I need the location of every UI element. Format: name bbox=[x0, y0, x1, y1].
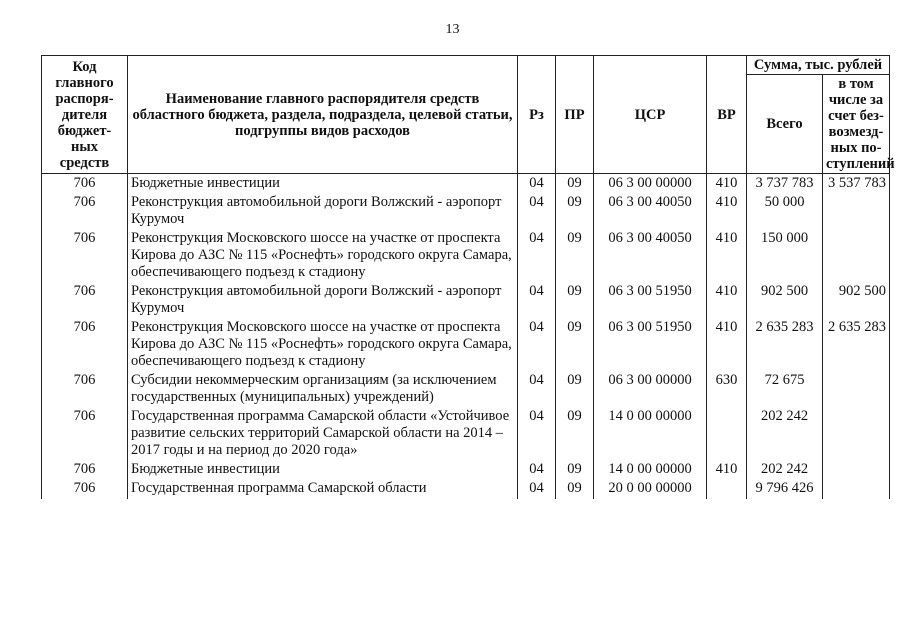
cell-rz: 04 bbox=[518, 283, 556, 319]
cell-code: 706 bbox=[42, 480, 128, 499]
cell-vr: 410 bbox=[707, 194, 747, 230]
cell-rz: 04 bbox=[518, 372, 556, 408]
cell-total: 2 635 283 bbox=[747, 319, 823, 372]
cell-csr: 06 3 00 40050 bbox=[594, 230, 707, 283]
cell-extra bbox=[823, 230, 890, 283]
cell-csr: 06 3 00 00000 bbox=[594, 174, 707, 195]
header-rz: Рз bbox=[518, 56, 556, 174]
cell-pr: 09 bbox=[556, 480, 594, 499]
cell-code: 706 bbox=[42, 408, 128, 461]
cell-pr: 09 bbox=[556, 408, 594, 461]
cell-rz: 04 bbox=[518, 174, 556, 195]
cell-vr: 410 bbox=[707, 230, 747, 283]
header-name: Наименование главного распорядителя средств областного бюджета, раздела, подраздела, целевой статьи, подгруппы видов расходов bbox=[128, 56, 518, 174]
cell-rz: 04 bbox=[518, 230, 556, 283]
header-extra: в том числе за счет без-возмезд-ных по-ступлений bbox=[823, 75, 890, 174]
cell-total: 202 242 bbox=[747, 408, 823, 461]
cell-vr bbox=[707, 480, 747, 499]
header-vr: ВР bbox=[707, 56, 747, 174]
cell-csr: 20 0 00 00000 bbox=[594, 480, 707, 499]
header-pr: ПР bbox=[556, 56, 594, 174]
cell-code: 706 bbox=[42, 372, 128, 408]
cell-total: 150 000 bbox=[747, 230, 823, 283]
cell-name: Государственная программа Самарской области «Устойчивое развитие сельских территорий Самарской области на 2014 – 2017 годы и на период до 2020 года» bbox=[128, 408, 518, 461]
cell-name: Бюджетные инвестиции bbox=[128, 461, 518, 480]
table-row bbox=[42, 372, 890, 408]
cell-code: 706 bbox=[42, 230, 128, 283]
cell-total: 3 737 783 bbox=[747, 174, 823, 195]
cell-total: 72 675 bbox=[747, 372, 823, 408]
cell-extra: 2 635 283 bbox=[823, 319, 890, 372]
cell-vr: 410 bbox=[707, 319, 747, 372]
header-total: Всего bbox=[747, 75, 823, 174]
cell-vr: 410 bbox=[707, 461, 747, 480]
table-row bbox=[42, 461, 890, 480]
cell-csr: 14 0 00 00000 bbox=[594, 461, 707, 480]
cell-total: 9 796 426 bbox=[747, 480, 823, 499]
cell-pr: 09 bbox=[556, 283, 594, 319]
cell-name: Бюджетные инвестиции bbox=[128, 174, 518, 195]
cell-pr: 09 bbox=[556, 230, 594, 283]
cell-code: 706 bbox=[42, 319, 128, 372]
cell-pr: 09 bbox=[556, 174, 594, 195]
cell-csr: 14 0 00 00000 bbox=[594, 408, 707, 461]
cell-name: Государственная программа Самарской области bbox=[128, 480, 518, 499]
table-row bbox=[42, 174, 890, 195]
table-row bbox=[42, 319, 890, 372]
cell-pr: 09 bbox=[556, 372, 594, 408]
cell-extra bbox=[823, 194, 890, 230]
cell-rz: 04 bbox=[518, 461, 556, 480]
cell-total: 202 242 bbox=[747, 461, 823, 480]
cell-pr: 09 bbox=[556, 319, 594, 372]
cell-csr: 06 3 00 00000 bbox=[594, 372, 707, 408]
cell-name: Субсидии некоммерческим организациям (за исключением государственных (муниципальных) учреждений) bbox=[128, 372, 518, 408]
cell-vr: 630 bbox=[707, 372, 747, 408]
table-row bbox=[42, 194, 890, 230]
table-row bbox=[42, 408, 890, 461]
cell-extra: 3 537 783 bbox=[823, 174, 890, 195]
cell-code: 706 bbox=[42, 461, 128, 480]
cell-vr bbox=[707, 408, 747, 461]
cell-extra bbox=[823, 408, 890, 461]
cell-extra bbox=[823, 461, 890, 480]
cell-csr: 06 3 00 51950 bbox=[594, 283, 707, 319]
cell-csr: 06 3 00 40050 bbox=[594, 194, 707, 230]
cell-extra bbox=[823, 372, 890, 408]
cell-rz: 04 bbox=[518, 319, 556, 372]
table-row bbox=[42, 283, 890, 319]
table-row bbox=[42, 230, 890, 283]
cell-csr: 06 3 00 51950 bbox=[594, 319, 707, 372]
cell-rz: 04 bbox=[518, 408, 556, 461]
cell-pr: 09 bbox=[556, 194, 594, 230]
cell-name: Реконструкция автомобильной дороги Волжский - аэропорт Курумоч bbox=[128, 283, 518, 319]
cell-code: 706 bbox=[42, 194, 128, 230]
cell-total: 50 000 bbox=[747, 194, 823, 230]
table-row bbox=[42, 480, 890, 499]
header-sum: Сумма, тыс. рублей bbox=[747, 56, 890, 75]
cell-vr: 410 bbox=[707, 174, 747, 195]
cell-name: Реконструкция автомобильной дороги Волжский - аэропорт Курумоч bbox=[128, 194, 518, 230]
cell-extra bbox=[823, 480, 890, 499]
budget-table bbox=[41, 55, 895, 499]
header-row bbox=[42, 56, 890, 75]
header-csr: ЦСР bbox=[594, 56, 707, 174]
page-number: 13 bbox=[445, 22, 460, 37]
cell-rz: 04 bbox=[518, 194, 556, 230]
header-code: Код главного распоря-дителя бюджет-ных средств bbox=[42, 56, 128, 174]
cell-rz: 04 bbox=[518, 480, 556, 499]
cell-extra: 902 500 bbox=[823, 283, 890, 319]
cell-pr: 09 bbox=[556, 461, 594, 480]
cell-name: Реконструкция Московского шоссе на участке от проспекта Кирова до АЗС № 115 «Роснефть» городского округа Самара, обеспечивающего подъезд к стадиону bbox=[128, 230, 518, 283]
cell-code: 706 bbox=[42, 174, 128, 195]
cell-code: 706 bbox=[42, 283, 128, 319]
cell-name: Реконструкция Московского шоссе на участке от проспекта Кирова до АЗС № 115 «Роснефть» городского округа Самара, обеспечивающего подъезд к стадиону bbox=[128, 319, 518, 372]
cell-vr: 410 bbox=[707, 283, 747, 319]
cell-total: 902 500 bbox=[747, 283, 823, 319]
